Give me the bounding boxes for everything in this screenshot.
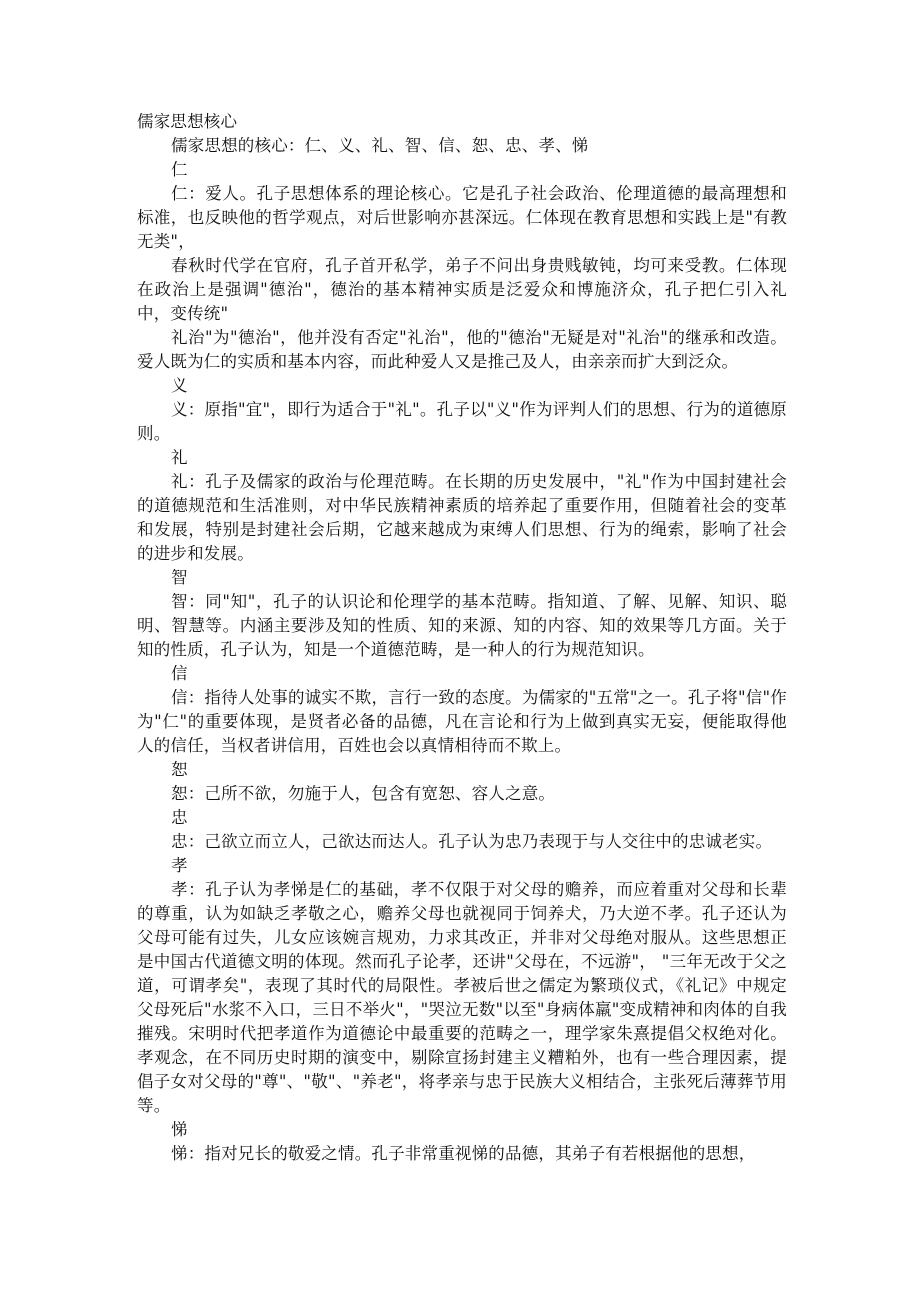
section-ren xyxy=(137,158,787,374)
document-page xyxy=(137,110,787,1166)
section-paragraph: 智：同"知"，孔子的认识论和伦理学的基本范畴。指知道、了解、见解、知识、聪明、智慧等。内涵主要涉及知的性质、知的来源、知的内容、知的效果等几方面。关于知的性质，孔子认为，知是一个道德范畴，是一种人的行为规范知识。 xyxy=(137,592,787,659)
section-paragraph: 恕：己所不欲，勿施于人，包含有宽恕、容人之意。 xyxy=(171,784,556,803)
section-paragraph: 春秋时代学在官府，孔子首开私学，弟子不问出身贵贱敏钝，均可来受教。仁体现在政治上是强调"德治"，德治的基本精神实质是泛爱众和博施济众，孔子把仁引入礼中，变传统" xyxy=(137,256,787,323)
section-heading: 义 xyxy=(171,376,188,395)
document-title: 儒家思想核心 xyxy=(137,112,238,131)
section-heading: 恕 xyxy=(171,760,188,779)
section-heading: 忠 xyxy=(171,808,188,827)
section-li xyxy=(137,446,787,566)
section-ti xyxy=(137,1118,787,1166)
section-paragraph: 礼治"为"德治"，他并没有否定"礼治"，他的"德治"无疑是对"礼治"的继承和改造。爱人既为仁的实质和基本内容，而此种爱人又是推己及人，由亲亲而扩大到泛众。 xyxy=(137,328,787,371)
section-yi xyxy=(137,374,787,446)
section-heading: 孝 xyxy=(171,856,188,875)
section-heading: 悌 xyxy=(171,1120,188,1139)
document-intro: 儒家思想的核心：仁、义、礼、智、信、恕、忠、孝、悌 xyxy=(171,136,589,155)
section-heading: 智 xyxy=(171,568,188,587)
section-heading: 信 xyxy=(171,664,188,683)
section-paragraph: 仁：爱人。孔子思想体系的理论核心。它是孔子社会政治、伦理道德的最高理想和标准，也反映他的哲学观点，对后世影响亦甚深远。仁体现在教育思想和实践上是"有教无类"， xyxy=(137,184,787,251)
section-paragraph: 信：指待人处事的诚实不欺，言行一致的态度。为儒家的"五常"之一。孔子将"信"作为"仁"的重要体现，是贤者必备的品德，凡在言论和行为上做到真实无妄，便能取得他人的信任，当权者讲信用，百姓也会以真情相待而不欺上。 xyxy=(137,688,787,755)
section-xiao xyxy=(137,854,787,1118)
section-shu xyxy=(137,758,787,806)
section-zhi xyxy=(137,566,787,662)
section-heading: 仁 xyxy=(171,160,188,179)
section-paragraph: 礼：孔子及儒家的政治与伦理范畴。在长期的历史发展中，"礼"作为中国封建社会的道德规范和生活准则，对中华民族精神素质的培养起了重要作用，但随着社会的变革和发展，特别是封建社会后期，它越来越成为束缚人们思想、行为的绳索，影响了社会的进步和发展。 xyxy=(137,472,787,563)
section-paragraph: 忠：己欲立而立人，己欲达而达人。孔子认为忠乃表现于与人交往中的忠诚老实。 xyxy=(171,832,773,851)
section-zhong xyxy=(137,806,787,854)
section-heading: 礼 xyxy=(171,448,188,467)
section-paragraph: 义：原指"宜"，即行为适合于"礼"。孔子以"义"作为评判人们的思想、行为的道德原则。 xyxy=(137,400,787,443)
section-paragraph: 孝：孔子认为孝悌是仁的基础，孝不仅限于对父母的赡养，而应着重对父母和长辈的尊重，认为如缺乏孝敬之心，赡养父母也就视同于饲养犬，乃大逆不孝。孔子还认为父母可能有过失，儿女应该婉言规劝，力求其改正，并非对父母绝对服从。这些思想正是中国古代道德文明的体现。然而孔子论孝，还讲"父母在，不远游"， "三年无改于父之道，可谓孝矣"，表现了其时代的局限性。孝被后世之儒定为繁琐仪式，《礼记》中规定父母死后"水浆不入口，三日不举火"，"哭泣无数"以至"身病体羸"变成精神和肉体的自我摧残。宋明时代把孝道作为道德论中最重要的范畴之一，理学家朱熹提倡父权绝对化。孝观念，在不同历史时期的演变中，剔除宣扬封建主义糟粕外，也有一些合理因素，提倡子女对父母的"尊"、"敬"、"养老"，将孝亲与忠于民族大义相结合，主张死后薄葬节用等。 xyxy=(137,880,787,1115)
section-xin xyxy=(137,662,787,758)
section-paragraph: 悌：指对兄长的敬爱之情。孔子非常重视悌的品德，其弟子有若根据他的思想， xyxy=(171,1144,756,1163)
